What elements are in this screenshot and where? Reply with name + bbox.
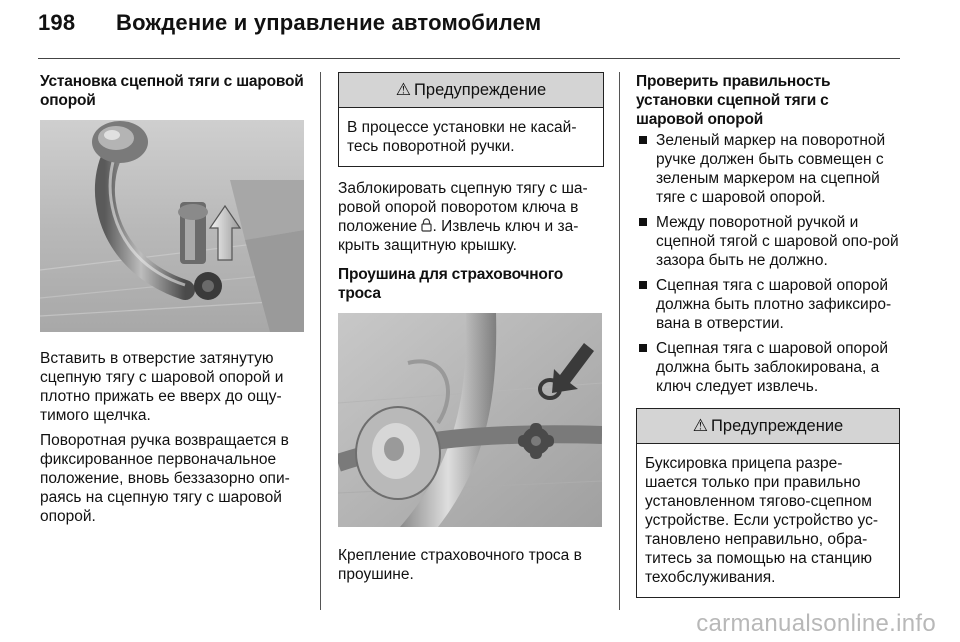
warning-triangle-icon: ⚠ [395, 80, 412, 99]
check-list [636, 131, 900, 396]
page-number: 198 [38, 10, 76, 35]
list-item: Зеленый маркер на поворотной ручке должен быть совмещен с зеленым маркером на сцепной тяге с шаровой опорой. [636, 131, 900, 207]
lock-text-before: Заблокировать сцепную тягу с ша-ровой опорой поворотом ключа в положение [338, 180, 588, 235]
paragraph-knob-returns: Поворотная ручка возвращается в фиксированное первоначальное положение, вновь беззазорно опи-раясь на сцепную тягу с шаровой опорой. [40, 432, 290, 525]
padlock-icon [421, 218, 432, 232]
list-item: Между поворотной ручкой и сцепной тягой с шаровой опо-рой зазора быть не должно. [636, 213, 900, 270]
warning-box-2 [636, 408, 900, 598]
heading-check-install: Проверить правильность установки сцепной тяги с шаровой опорой [636, 73, 831, 128]
watermark: carmanualsonline.info [696, 610, 936, 637]
column-3 [636, 72, 900, 598]
warning-title-1: Предупреждение [414, 81, 547, 99]
header-rule [38, 58, 900, 59]
warning-triangle-icon: ⚠ [692, 416, 709, 435]
column-divider-1 [320, 72, 321, 610]
heading-install: Установка сцепной тяги с шаровой опорой [40, 73, 304, 109]
warning-header-1 [339, 73, 603, 108]
page-header [38, 10, 541, 36]
warning-text-2: Буксировка прицепа разре-шается только при правильно установленном тягово-сцепном устройстве. Если устройство ус-тановлено неправильно, обра-титесь за помощью на станцию техобслуживания. [645, 455, 879, 586]
warning-text-1: В процессе установки не касай-тесь поворотной ручки. [347, 119, 577, 155]
section-title: Вождение и управление автомобилем [116, 10, 542, 35]
lock-text-after: . Извлечь ключ и за-крыть защитную крышку. [338, 218, 579, 254]
list-item: Сцепная тяга с шаровой опорой должна быть заблокирована, а ключ следует извлечь. [636, 339, 900, 396]
caption-safety-eye: Крепление страховочного троса в проушине. [338, 547, 582, 583]
list-item: Сцепная тяга с шаровой опорой должна быть плотно зафиксиро-вана в отверстии. [636, 276, 900, 333]
column-2 [338, 72, 604, 590]
warning-title-2: Предупреждение [711, 417, 844, 435]
column-1 [40, 72, 308, 532]
safety-cable-eye-illustration [338, 313, 602, 527]
towbar-installation-illustration [40, 120, 304, 332]
paragraph-insert: Вставить в отверстие затянутую сцепную тягу с шаровой опорой и плотно прижать ее вверх до ощу-тимого щелчка. [40, 350, 284, 424]
column-divider-2 [619, 72, 620, 610]
warning-box-1 [338, 72, 604, 167]
paragraph-lock [338, 179, 604, 255]
warning-header-2 [637, 409, 899, 444]
heading-safety-eye: Проушина для страховочного троса [338, 266, 564, 302]
